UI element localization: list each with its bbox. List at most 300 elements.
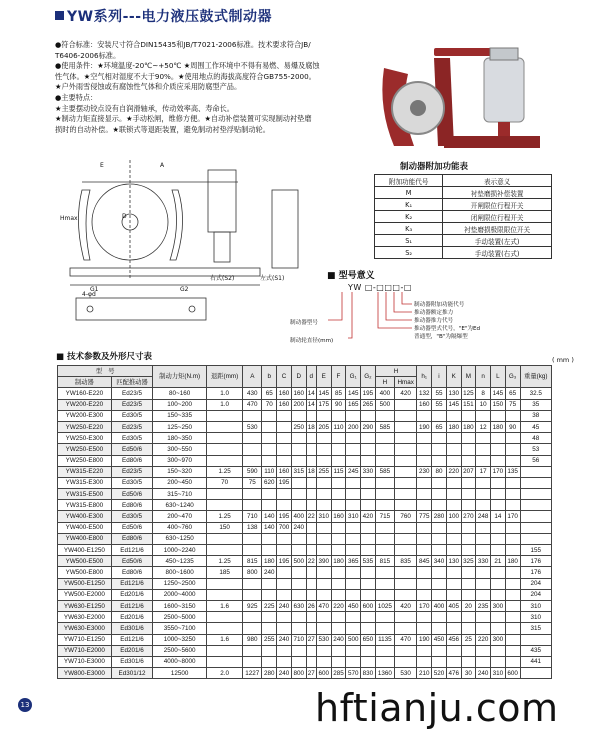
tech-cell [206,533,242,544]
tech-cell [432,410,447,421]
tech-cell [306,545,316,556]
tech-cell: 240 [476,668,491,679]
tech-cell: 205 [316,421,331,432]
tech-cell [461,489,476,500]
tech-cell: 470 [395,634,417,645]
tech-row [58,623,552,634]
label-G2: G2 [180,286,189,293]
page-title: YW系列---电力液压鼓式制动器 [55,6,272,26]
tech-cell: 180 [446,421,461,432]
tech-cell: 710 [291,634,306,645]
tech-cell [417,522,432,533]
tech-header: H [375,366,417,377]
tech-cell: 530 [395,668,417,679]
tech-header: n [476,366,491,388]
tech-cell: 220 [331,600,346,611]
tech-cell [346,578,361,589]
thruster-model: Ed50/6 [111,489,153,500]
tech-cell: 8 [476,388,491,399]
tech-cell: 450 [432,634,447,645]
tech-cell [375,645,394,656]
tech-cell [291,489,306,500]
tech-cell [375,477,394,488]
tech-cell [476,623,491,634]
tech-cell [306,444,316,455]
tech-cell: 65 [432,421,447,432]
thruster-model: Ed80/6 [111,533,153,544]
tech-cell [375,589,394,600]
tech-cell [316,455,331,466]
tech-cell [331,477,346,488]
model-meaning-diagram [290,290,540,362]
tech-cell [520,466,552,477]
tech-cell: 1.6 [206,600,242,611]
tech-cell [491,477,506,488]
tech-cell [346,567,361,578]
tech-cell [331,623,346,634]
tech-cell [243,444,262,455]
tech-cell: 70 [262,399,277,410]
tech-cell: 980 [243,634,262,645]
thruster-model: Ed121/6 [111,578,153,589]
spec-text [55,40,380,135]
feature-code: K₁ [375,199,443,211]
tech-cell [491,645,506,656]
tech-cell [291,477,306,488]
tech-cell [306,410,316,421]
tech-cell [262,421,277,432]
tech-cell [206,500,242,511]
tech-cell [262,645,277,656]
tech-cell: 600 [505,668,520,679]
tech-cell [395,500,417,511]
tech-cell: 300~970 [153,455,207,466]
tech-cell [446,545,461,556]
tech-cell: 435 [520,645,552,656]
brake-model: YW500-E1250 [58,578,112,589]
tech-cell: 456 [446,634,461,645]
tech-cell: 400 [432,600,447,611]
tech-cell: 170 [417,600,432,611]
thruster-model: Ed80/6 [111,455,153,466]
tech-cell: 185 [206,567,242,578]
tech-cell [461,477,476,488]
tech-cell [331,612,346,623]
tech-cell [395,466,417,477]
model-meaning-title: ■ 型号意义 [327,271,375,281]
tech-cell [461,455,476,466]
tech-cell: 710 [243,511,262,522]
tech-cell: 151 [461,399,476,410]
feature-row [375,187,552,199]
tech-cell [316,612,331,623]
tech-cell: 220 [446,466,461,477]
tech-cell: 55 [432,388,447,399]
thruster-model: Ed30/5 [111,477,153,488]
tech-cell [346,656,361,667]
tech-cell [476,545,491,556]
tech-cell [520,511,552,522]
tech-cell [306,612,316,623]
tech-cell: 140 [262,522,277,533]
tech-cell [361,455,376,466]
tech-cell [446,578,461,589]
tech-cell [262,444,277,455]
tech-cell: 12500 [153,668,207,679]
tech-cell [361,589,376,600]
label-G1: G1 [90,286,99,293]
tech-cell [306,500,316,511]
tech-cell [375,500,394,511]
tech-cell: 55 [432,399,447,410]
tech-cell [262,455,277,466]
tech-cell [417,477,432,488]
tech-cell [432,522,447,533]
model-code: YW □-□□□-□ [348,283,412,292]
tech-cell: 400 [291,511,306,522]
tech-cell: 18 [306,421,316,432]
tech-cell: 470 [243,399,262,410]
tech-cell: 21 [491,556,506,567]
thruster-model: Ed121/6 [111,600,153,611]
tech-cell [375,623,394,634]
tech-cell [375,433,394,444]
tech-cell [277,444,292,455]
tech-cell [395,623,417,634]
tech-cell [346,410,361,421]
tech-cell [243,410,262,421]
tech-cell [316,578,331,589]
feature-code: M [375,187,443,199]
tech-cell [446,433,461,444]
tech-row [58,455,552,466]
brake-model: YW315-E800 [58,500,112,511]
tech-cell [432,477,447,488]
tech-cell: 210 [417,668,432,679]
tech-cell [505,578,520,589]
tech-cell [206,455,242,466]
model-label-4: 普通型，"B"为隔爆型 [414,334,468,340]
tech-cell: 195 [277,556,292,567]
tech-cell: 90 [331,399,346,410]
tech-cell: 600 [316,668,331,679]
tech-cell: 590 [243,466,262,477]
label-A: A [160,162,165,169]
tech-cell [361,477,376,488]
tech-cell [491,623,506,634]
thruster-model: Ed23/5 [111,421,153,432]
tech-cell [476,444,491,455]
tech-cell [277,623,292,634]
tech-cell [491,656,506,667]
tech-cell [262,500,277,511]
tech-cell [432,589,447,600]
tech-cell [361,522,376,533]
tech-cell: 70 [206,477,242,488]
tech-cell: 315 [291,466,306,477]
tech-cell: 315 [520,623,552,634]
tech-cell: 130 [446,388,461,399]
tech-cell: 280 [262,668,277,679]
tech-cell [446,623,461,634]
tech-cell [461,612,476,623]
tech-cell: 30 [461,668,476,679]
tech-cell [432,444,447,455]
tech-cell: 14 [491,511,506,522]
tech-cell: 85 [331,388,346,399]
tech-cell [316,645,331,656]
label-d-hole: 4-φd [82,291,96,298]
tech-cell: 155 [520,545,552,556]
tech-cell [491,433,506,444]
tech-cell [306,578,316,589]
tech-cell [476,589,491,600]
tech-cell [505,634,520,645]
tech-cell: 32.5 [520,388,552,399]
tech-cell: 280 [432,511,447,522]
tech-cell [395,545,417,556]
feature-table [374,174,552,259]
tech-cell [291,410,306,421]
tech-cell [291,589,306,600]
tech-cell [395,477,417,488]
brake-model: YW250-E800 [58,455,112,466]
tech-cell [306,455,316,466]
tech-cell: 1360 [375,668,394,679]
model-label-2: 推动器推力代号 [414,318,454,324]
tech-cell [291,500,306,511]
tech-cell: 56 [520,455,552,466]
brake-model: YW250-E220 [58,421,112,432]
tech-row [58,656,552,667]
feature-meaning: 衬垫磨损极限限位开关 [443,223,552,235]
tech-cell [277,421,292,432]
tech-cell [417,545,432,556]
tech-cell [375,612,394,623]
tech-cell [417,410,432,421]
tech-header: d [306,366,316,388]
thruster-model: Ed121/6 [111,634,153,645]
tech-cell [331,589,346,600]
spec-line: ★制动力矩直接显示。★手动松闸，维修方便。★自动补偿装置可实现制动衬垫磨 [55,114,312,124]
tech-row [58,612,552,623]
tech-cell [505,533,520,544]
tech-cell [331,489,346,500]
tech-cell [306,645,316,656]
tech-cell: 340 [432,556,447,567]
tech-cell: 180 [461,421,476,432]
spec-line: T6406-2006标准。 [55,50,121,60]
tech-cell [277,433,292,444]
tech-cell: 235 [476,600,491,611]
tech-cell [417,489,432,500]
tech-row [58,589,552,600]
tech-header: D [291,366,306,388]
tech-row [58,388,552,399]
tech-cell [461,656,476,667]
tech-cell [346,433,361,444]
tech-cell [206,578,242,589]
tech-cell [291,656,306,667]
tech-cell [262,545,277,556]
tech-cell: 270 [461,511,476,522]
tech-cell [505,656,520,667]
tech-subheader: 制动器 [58,377,112,388]
tech-cell [277,645,292,656]
tech-cell [446,567,461,578]
tech-cell [206,444,242,455]
tech-cell [505,600,520,611]
tech-cell: 65 [262,388,277,399]
tech-cell [395,589,417,600]
tech-cell [206,410,242,421]
tech-row [58,466,552,477]
tech-cell [505,623,520,634]
tech-cell [346,545,361,556]
tech-cell [417,623,432,634]
tech-cell [243,489,262,500]
brake-model: YW400-E1250 [58,545,112,556]
tech-cell: 430 [243,388,262,399]
tech-cell [505,433,520,444]
tech-cell: 170 [505,511,520,522]
tech-cell: 25 [461,634,476,645]
model-label-6: 制动器型号 [290,320,318,326]
tech-cell [446,455,461,466]
tech-cell [432,489,447,500]
tech-cell: 240 [291,522,306,533]
brake-model: YW400-E800 [58,533,112,544]
tech-cell [476,533,491,544]
tech-cell: 65 [505,388,520,399]
tech-subheader: 匹配推动器 [111,377,153,388]
tech-cell [291,578,306,589]
tech-cell: 1.0 [206,399,242,410]
tech-cell [446,656,461,667]
tech-cell [461,545,476,556]
thruster-model: Ed201/6 [111,612,153,623]
tech-cell: 80 [432,466,447,477]
tech-cell: 400~760 [153,522,207,533]
tech-cell [505,477,520,488]
thruster-model: Ed121/6 [111,545,153,556]
tech-cell: 200~450 [153,477,207,488]
tech-cell: 53 [520,444,552,455]
tech-cell: 240 [262,567,277,578]
tech-cell: 390 [316,556,331,567]
tech-cell: 400 [375,388,394,399]
tech-cell: 160 [331,511,346,522]
feature-code: K₂ [375,211,443,223]
tech-row [58,600,552,611]
tech-cell: 585 [375,466,394,477]
tech-cell [243,545,262,556]
tech-cell [375,533,394,544]
tech-cell [505,567,520,578]
tech-cell [520,533,552,544]
tech-row [58,444,552,455]
tech-cell [417,645,432,656]
tech-cell [346,455,361,466]
brake-model: YW250-E500 [58,444,112,455]
tech-cell [461,645,476,656]
tech-cell: 1.6 [206,634,242,645]
tech-cell [395,522,417,533]
dimension-drawing [60,160,308,340]
tech-cell [417,567,432,578]
tech-cell [476,410,491,421]
tech-cell [491,589,506,600]
tech-cell: 925 [243,600,262,611]
tech-cell: 200 [291,399,306,410]
tech-cell [306,533,316,544]
tech-cell: 600 [361,600,376,611]
tech-cell: 90 [505,421,520,432]
tech-cell [476,500,491,511]
thruster-model: Ed301/6 [111,656,153,667]
tech-cell [505,545,520,556]
tech-cell [291,545,306,556]
tech-cell [306,589,316,600]
tech-cell [361,567,376,578]
tech-cell [361,545,376,556]
tech-cell: 1600~3150 [153,600,207,611]
tech-cell: 530 [316,634,331,645]
label-right-s2: 右式(S2) [210,275,235,282]
tech-cell: 800 [243,567,262,578]
tech-cell: 160 [277,399,292,410]
tech-cell: 160 [277,388,292,399]
brake-model: YW400-E300 [58,511,112,522]
tech-cell [346,623,361,634]
brake-model: YW250-E300 [58,433,112,444]
tech-cell [375,489,394,500]
tech-cell [520,500,552,511]
tech-cell: 176 [520,567,552,578]
tech-cell [346,489,361,500]
tech-cell: 138 [243,522,262,533]
feature-row [375,235,552,247]
tech-cell: 1025 [375,600,394,611]
tech-cell: 225 [262,600,277,611]
tech-cell: 180 [262,556,277,567]
tech-cell [446,612,461,623]
tech-cell [476,612,491,623]
tech-cell: 4000~8000 [153,656,207,667]
tech-cell [361,656,376,667]
tech-cell [432,645,447,656]
tech-cell [432,455,447,466]
tech-cell [316,477,331,488]
tech-cell [291,645,306,656]
tech-header: L [491,366,506,388]
tech-cell [446,522,461,533]
tech-cell: 14 [306,399,316,410]
tech-cell [291,623,306,634]
tech-cell: 2500~5000 [153,612,207,623]
tech-cell [491,489,506,500]
tech-cell [520,522,552,533]
tech-cell [432,545,447,556]
tech-cell [277,578,292,589]
thruster-model: Ed30/5 [111,410,153,421]
tech-cell: 27 [306,634,316,645]
thruster-model: Ed301/6 [111,623,153,634]
feature-row [375,199,552,211]
tech-cell [243,645,262,656]
tech-cell [291,533,306,544]
tech-cell: 45 [520,421,552,432]
